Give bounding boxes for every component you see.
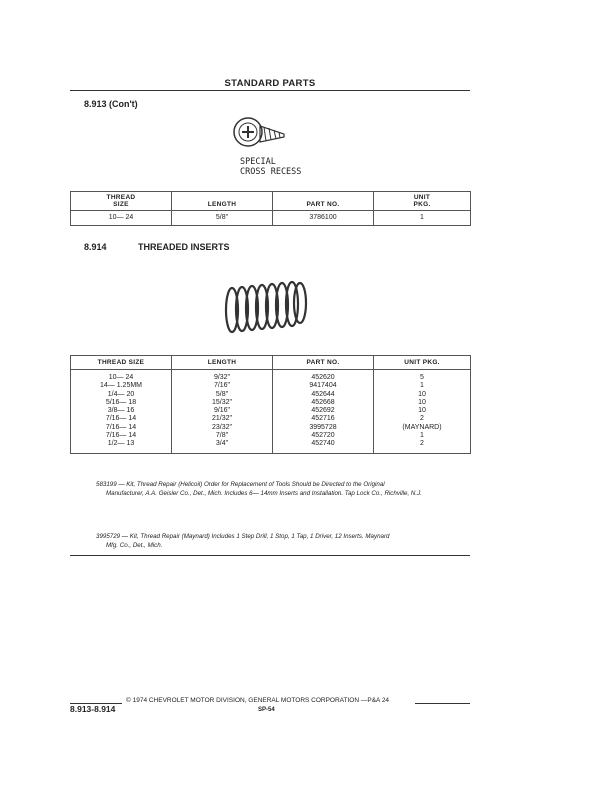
cell: 3/8— 16 bbox=[71, 407, 172, 415]
col-length: LENGTH bbox=[172, 356, 273, 370]
section-8914-title: THREADED INSERTS bbox=[138, 242, 230, 252]
cell: 5/8" bbox=[172, 391, 273, 399]
cell: 452620 bbox=[273, 374, 374, 382]
page-number: SP-54 bbox=[258, 707, 275, 713]
col-part-no: PART NO. bbox=[273, 192, 374, 211]
table-row bbox=[71, 399, 471, 407]
col-unit-pkg: UNIT PKG. bbox=[374, 192, 471, 211]
note-text: 3995729 — Kit, Thread Repair (Maynard) Includes 1 Step Drill, 1 Stop, 1 Tap, 1 Driver, 12 Inserts. Maynard bbox=[96, 533, 390, 540]
col-length: LENGTH bbox=[172, 192, 273, 211]
cell: 1 bbox=[374, 382, 471, 390]
table-row bbox=[71, 407, 471, 415]
cell: 7/16" bbox=[172, 382, 273, 390]
cell: 10 bbox=[374, 391, 471, 399]
cell: 7/8" bbox=[172, 432, 273, 440]
cell: 10 bbox=[374, 407, 471, 415]
cell: 21/32" bbox=[172, 415, 273, 423]
cell: 5/8" bbox=[172, 211, 273, 226]
cell: 10— 24 bbox=[71, 211, 172, 226]
note-maynard-kit bbox=[96, 533, 468, 550]
cell: 452668 bbox=[273, 399, 374, 407]
cell: (MAYNARD) bbox=[374, 424, 471, 432]
cell: 14— 1.25MM bbox=[71, 382, 172, 390]
footer-rule-right bbox=[415, 703, 470, 704]
cell: 3786100 bbox=[273, 211, 374, 226]
cell: 15/32" bbox=[172, 399, 273, 407]
table-row bbox=[71, 415, 471, 423]
caption-line: SPECIAL bbox=[240, 157, 276, 167]
col-part-no: PART NO. bbox=[273, 356, 374, 370]
cell: 7/16— 14 bbox=[71, 424, 172, 432]
note-text: Manufacturer, A.A. Geisler Co., Det., Mich. Includes 6— 14mm Inserts and Installation. Tap Lock Co., Richville, N.J. bbox=[106, 489, 422, 497]
cell: 9/16" bbox=[172, 407, 273, 415]
col-thread-size: THREAD SIZE bbox=[71, 192, 172, 211]
table-row bbox=[71, 211, 471, 226]
cell: 7/16— 14 bbox=[71, 432, 172, 440]
copyright: © 1974 CHEVROLET MOTOR DIVISION, GENERAL MOTORS CORPORATION —P&A 24 bbox=[126, 697, 390, 704]
cell: 452716 bbox=[273, 415, 374, 423]
cell: 452740 bbox=[273, 440, 374, 448]
cell: 5/16— 18 bbox=[71, 399, 172, 407]
cell: 2 bbox=[374, 415, 471, 423]
cell: 3/4" bbox=[172, 440, 273, 448]
cell: 1 bbox=[374, 211, 471, 226]
cell: 10— 24 bbox=[71, 374, 172, 382]
col-unit-pkg: UNIT PKG. bbox=[374, 356, 471, 370]
col-thread-size: THREAD SIZE bbox=[71, 356, 172, 370]
cell: 1/2— 13 bbox=[71, 440, 172, 448]
note-text: Mfg. Co., Det., Mich. bbox=[106, 541, 163, 549]
cell: 452720 bbox=[273, 432, 374, 440]
cell: 3995728 bbox=[273, 424, 374, 432]
cell: 452644 bbox=[273, 391, 374, 399]
cell: 5 bbox=[374, 374, 471, 382]
cell: 452692 bbox=[273, 407, 374, 415]
header-rule bbox=[70, 90, 470, 91]
table-8914 bbox=[70, 355, 471, 454]
table-row bbox=[71, 424, 471, 432]
cell: 10 bbox=[374, 399, 471, 407]
notes-rule bbox=[70, 555, 470, 556]
cell: 7/16— 14 bbox=[71, 415, 172, 423]
cell: 1 bbox=[374, 432, 471, 440]
table-row bbox=[71, 440, 471, 448]
cell: 1/4— 20 bbox=[71, 391, 172, 399]
cell: 2 bbox=[374, 440, 471, 448]
cell: 23/32" bbox=[172, 424, 273, 432]
cell: 9/32" bbox=[172, 374, 273, 382]
note-text: 583199 — Kit, Thread Repair (Helicoil) Order for Replacement of Tools Should be Directed to the Original bbox=[96, 481, 385, 488]
table-row bbox=[71, 374, 471, 382]
table-row bbox=[71, 432, 471, 440]
cell: 9417404 bbox=[273, 382, 374, 390]
section-8914-number: 8.914 bbox=[84, 242, 107, 252]
caption-line: CROSS RECESS bbox=[240, 167, 302, 177]
table-row bbox=[71, 382, 471, 390]
table-8913 bbox=[70, 191, 471, 226]
page-header: STANDARD PARTS bbox=[224, 78, 316, 89]
section-range: 8.913-8.914 bbox=[70, 704, 116, 714]
note-helicoil-kit bbox=[96, 481, 468, 498]
table-row bbox=[71, 391, 471, 399]
threaded-insert-coil-illustration bbox=[218, 278, 314, 340]
image-caption bbox=[240, 157, 301, 177]
section-8913-title: 8.913 (Con't) bbox=[84, 99, 138, 109]
cross-recess-screw-illustration bbox=[228, 110, 288, 158]
